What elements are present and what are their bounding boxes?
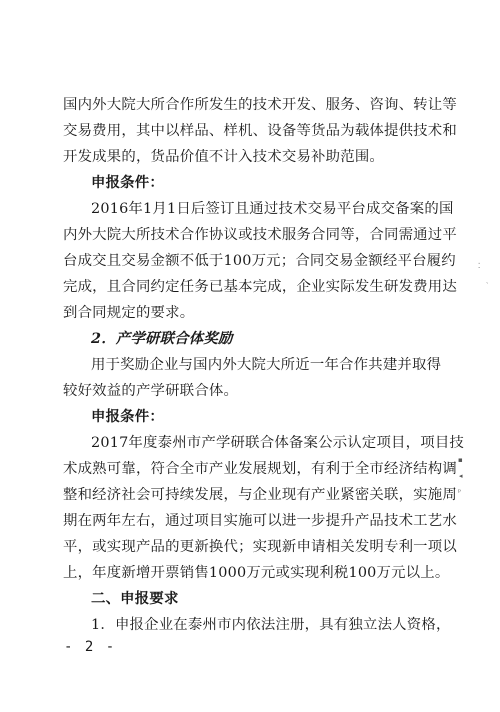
page-number: - 2 - [64, 639, 117, 655]
margin-speck: ▪ [458, 456, 463, 464]
text-line: 术成熟可靠，符合全市产业发展规划，有利于全市经济结构调 [63, 461, 457, 477]
margin-speck: ◂ [459, 472, 463, 480]
text-line: 二、申报要求 [91, 590, 179, 607]
margin-speck: ⁚ [478, 262, 481, 270]
margin-speck: ᵖ [458, 488, 461, 496]
text-line: 申报条件： [91, 174, 164, 191]
body-text [63, 92, 465, 638]
text-line: 内外大院大所技术合作协议或技术服务合同等，合同需通过平 [63, 227, 457, 243]
text-line: 2．产学研联合体奖励 [91, 330, 233, 347]
text-line: 1．申报企业在泰州市内依法注册，具有独立法人资格， [91, 617, 451, 633]
text-line: 申报条件： [91, 408, 164, 425]
text-line: 交易费用，其中以样品、样机、设备等货品为载体提供技术和 [63, 123, 457, 139]
text-line: 完成，且合同约定任务已基本完成，企业实际发生研发费用达 [63, 279, 457, 295]
text-line: 台成交且交易金额不低于100万元；合同交易金额经平台履约 [63, 253, 456, 269]
text-line: 用于奖励企业与国内外大院大所近一年合作共建并取得 [91, 357, 442, 373]
text-line: 期在两年左右，通过项目实施可以进一步提升产品技术工艺水 [63, 513, 457, 529]
text-line: 平，或实现产品的更新换代；实现新申请相关发明专利一项以 [63, 539, 457, 555]
text-line: 较好效益的产学研联合体。 [63, 383, 239, 399]
margin-speck: ˎ [486, 276, 489, 284]
text-line: 开发成果的，货品价值不计入技术交易补助范围。 [63, 149, 384, 165]
text-line: 2016年1月1日后签订且通过技术交易平台成交备案的国 [91, 201, 454, 217]
text-line: 整和经济社会可持续发展，与企业现有产业紧密关联，实施周 [63, 487, 457, 503]
text-line: 上，年度新增开票销售1000万元或实现利税100万元以上。 [63, 565, 450, 581]
text-line: 国内外大院大所合作所发生的技术开发、服务、咨询、转让等 [63, 97, 457, 113]
text-line: 到合同规定的要求。 [63, 305, 195, 321]
text-line: 2017年度泰州市产学研联合体备案公示认定项目，项目技 [91, 435, 465, 451]
